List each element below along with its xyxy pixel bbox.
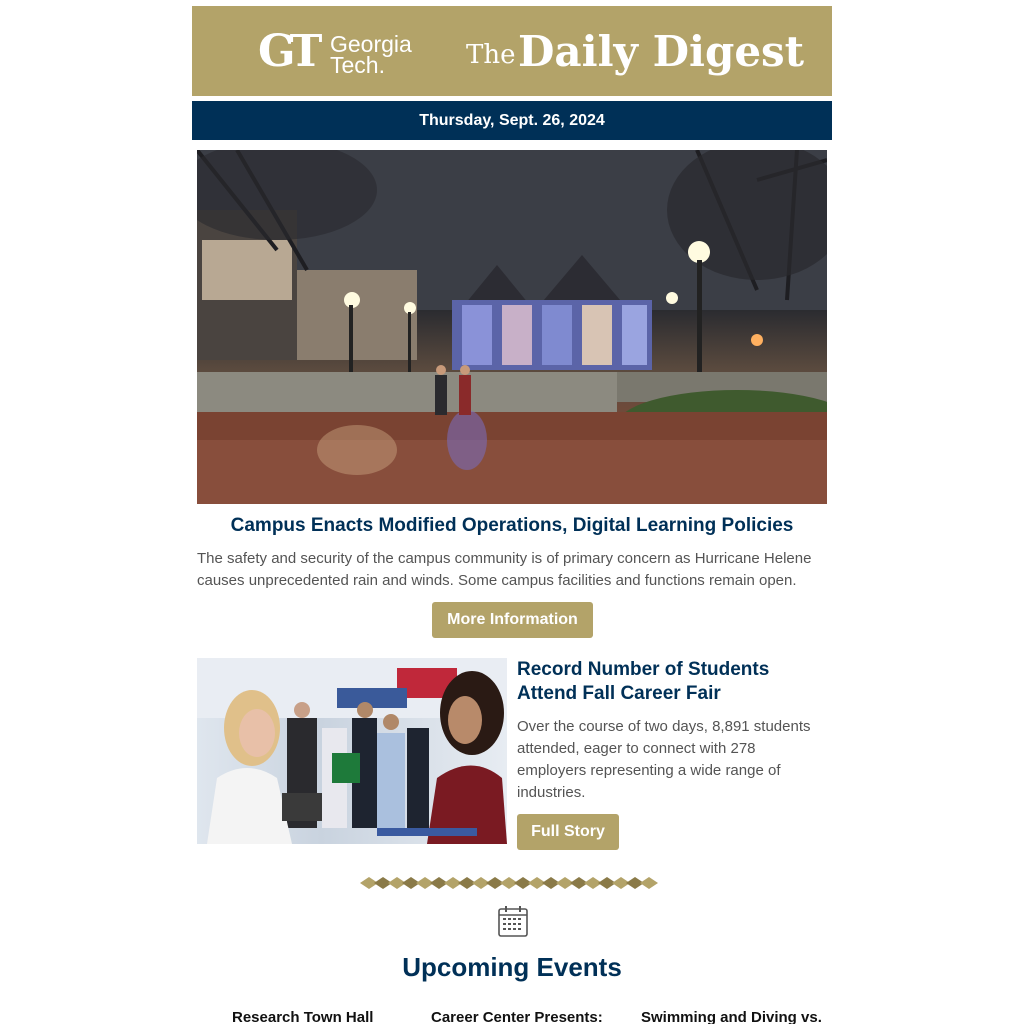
full-story-button[interactable]: Full Story (517, 814, 619, 850)
gt-logo-mark: GT (258, 26, 317, 77)
newsletter-title: Daily Digest (518, 27, 805, 76)
logo-word-tech: Tech. (330, 52, 385, 78)
career-fair-image[interactable] (197, 658, 507, 844)
logo-word-georgia: Georgia (330, 31, 412, 57)
career-fair-story-title[interactable]: Record Number of Students Attend Fall Career Fair (517, 659, 770, 704)
event-research-town-hall[interactable]: Research Town Hall (232, 1009, 374, 1024)
issue-date: Thursday, Sept. 26, 2024 (419, 111, 605, 129)
title-prefix: The (466, 40, 516, 70)
more-information-button[interactable]: More Information (432, 602, 593, 638)
lead-story-image[interactable] (197, 150, 827, 504)
calendar-icon (497, 904, 529, 938)
career-fair-photo (197, 658, 507, 844)
upcoming-events-heading: Upcoming Events (402, 952, 622, 982)
lead-story-title[interactable]: Campus Enacts Modified Operations, Digital Learning Policies (230, 515, 794, 536)
diamond-divider (360, 874, 664, 892)
career-fair-story-summary: Over the course of two days, 8,891 students attended, eager to connect with 278 employers representing a wide range of industries. (517, 718, 811, 801)
event-career-center-presents[interactable]: Career Center Presents: (431, 1009, 603, 1024)
event-swimming-and-diving[interactable]: Swimming and Diving vs. (641, 1009, 822, 1024)
campus-night-scene (197, 150, 827, 504)
newsletter-header (192, 6, 832, 96)
georgia-tech-logo[interactable] (258, 26, 418, 78)
lead-story-summary: The safety and security of the campus community is of primary concern as Hurricane Helene causes unprecedented rain and winds. Some campus facilities and functions remain open. (197, 550, 812, 589)
date-bar (192, 101, 832, 140)
